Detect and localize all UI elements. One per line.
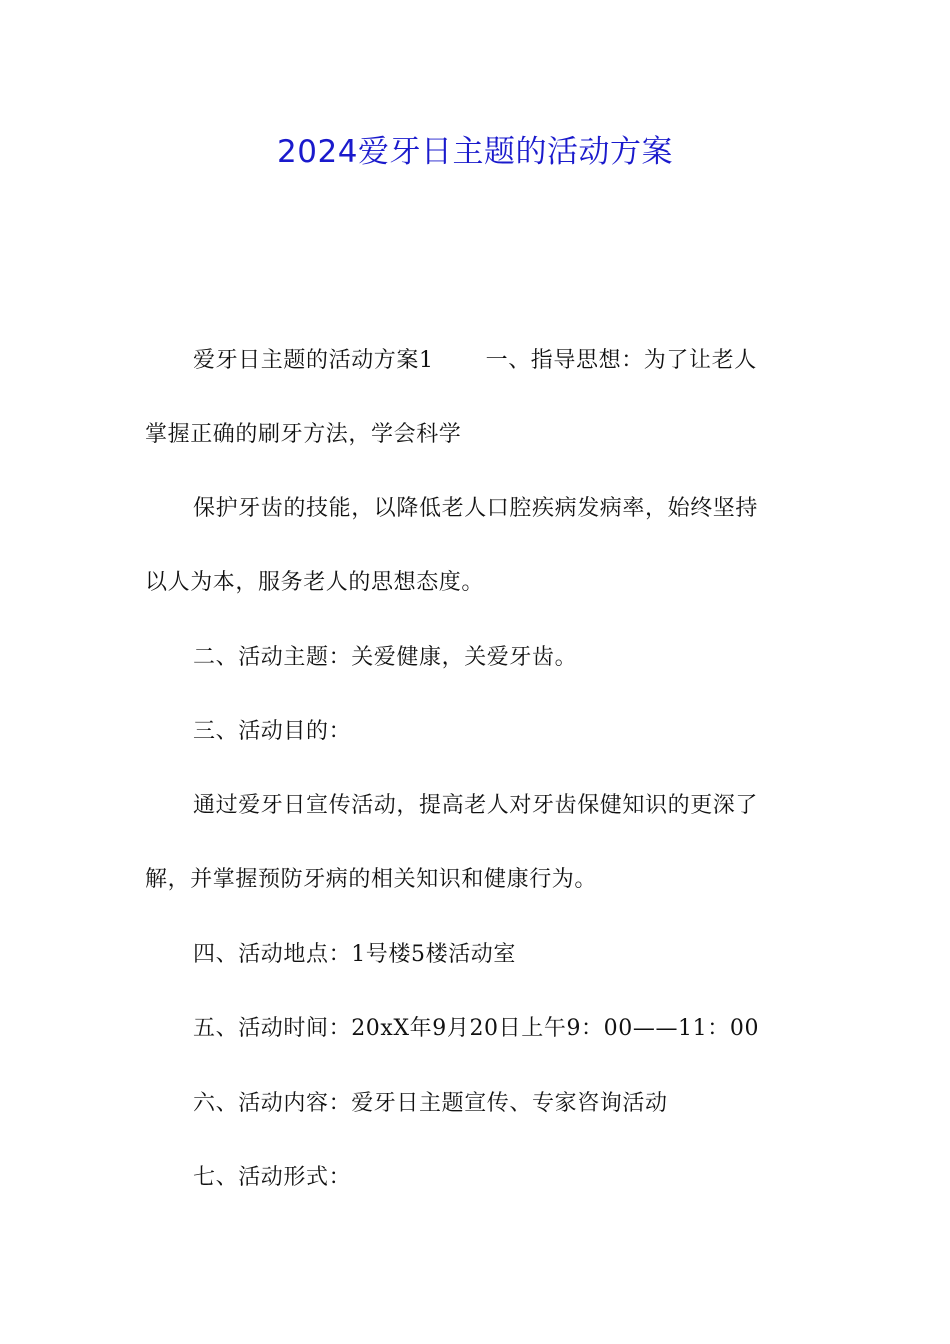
paragraph-line-6: 三、活动目的： (193, 719, 352, 744)
paragraph-line-5: 二、活动主题：关爱健康，关爱牙齿。 (193, 645, 578, 670)
paragraph-line-9: 四、活动地点：1号楼5楼活动室 (193, 942, 516, 967)
paragraph-line-12: 七、活动形式： (193, 1165, 352, 1190)
paragraph-line-3: 保护牙齿的技能，以降低老人口腔疾病发病率，始终坚持 (193, 496, 759, 521)
document-title: 2024爱牙日主题的活动方案 (277, 134, 673, 170)
paragraph-line-2: 掌握正确的刷牙方法，学会科学 (145, 422, 462, 447)
paragraph-line-1-part-a: 爱牙日主题的活动方案1 (193, 348, 434, 373)
paragraph-line-1 (193, 345, 757, 377)
paragraph-line-1-part-b: 一、指导思想：为了让老人 (485, 348, 757, 373)
paragraph-line-4: 以人为本，服务老人的思想态度。 (145, 570, 485, 595)
paragraph-line-7: 通过爱牙日宣传活动，提高老人对牙齿保健知识的更深了 (193, 793, 759, 818)
paragraph-line-11: 六、活动内容：爱牙日主题宣传、专家咨询活动 (193, 1091, 668, 1116)
paragraph-line-10: 五、活动时间：20xX年9月20日上午9：00——11：00 (193, 1016, 760, 1041)
paragraph-line-8: 解，并掌握预防牙病的相关知识和健康行为。 (145, 867, 598, 892)
